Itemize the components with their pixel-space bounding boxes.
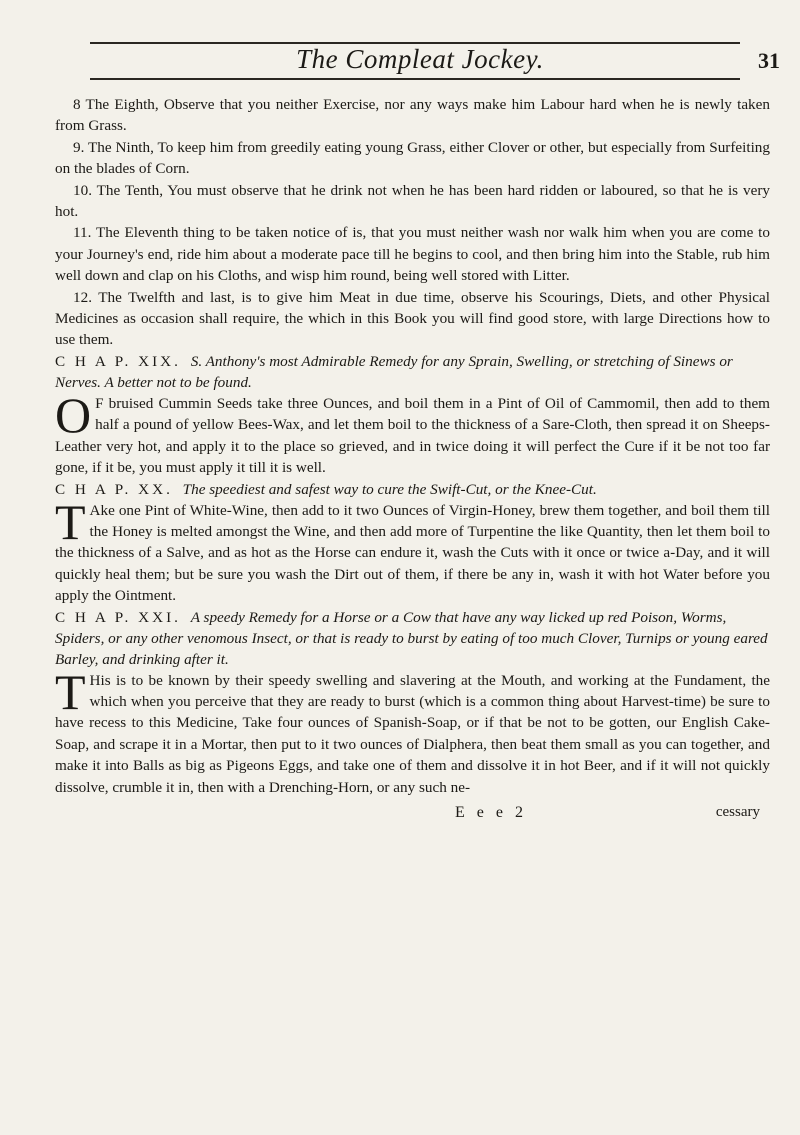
chapter-number: C H A P. XIX.	[55, 352, 181, 370]
catchword: cessary	[715, 803, 760, 820]
numbered-item: 12. The Twelfth and last, is to give him Meat in due time, observe his Scourings, Diets, and other Physical Medicines as occasion shall require, the which in this Book you will find good store, with large Directions how to use them.	[55, 288, 770, 349]
chapter-heading	[55, 607, 770, 670]
numbered-item: 9. The Ninth, To keep him from greedily eating young Grass, either Clover or other, but especially from Surfeiting on the blades of Corn.	[55, 138, 770, 178]
running-header	[60, 38, 780, 80]
chapter-heading	[55, 351, 770, 393]
chapter-text	[55, 493, 770, 607]
running-title: The Compleat Jockey.	[296, 44, 544, 74]
drop-cap: T	[55, 663, 86, 720]
chapter-number: C H A P. XXI.	[55, 608, 181, 626]
drop-cap: T	[55, 493, 86, 550]
numbered-item: 8 The Eighth, Observe that you neither Exercise, nor any ways make him Labour hard when he is newly taken from Grass.	[55, 96, 770, 135]
chapter-title: S. Anthony's most Admirable Remedy for any Sprain, Swelling, or stretching of Sinews or Nerves. A better not to be found.	[55, 352, 733, 391]
drop-cap: O	[55, 386, 92, 443]
chapter-body: His is to be known by their speedy swelling and slavering at the Mouth, and working at the Fundament, the which when you perceive that they are ready to burst (which is a common thing about Harvest-time) be sure to have recess to this Medicine, Take four ounces of Spanish-Soap, or if that be not to be gotten, our English Cake-Soap, and scrape it in a Mortar, then put to it two ounces of Dialphera, then beat them small as you can together, and make it into Balls as big as Pigeons Eggs, and take one of them and dissolve it in hot Beer, and if it will not quickly dissolve, crumble it in, then with a Drenching-Horn, or any such ne-	[55, 671, 770, 796]
signature-mark: E e e 2	[455, 803, 527, 821]
chapter-title: The speediest and safest way to cure the Swift-Cut, or the Knee-Cut.	[182, 480, 597, 498]
chapter-text	[55, 386, 770, 479]
page-footer	[55, 802, 770, 824]
page-number: 31	[758, 48, 780, 73]
numbered-item: 10. The Tenth, You must observe that he drink not when he has been hard ridden or laboured, so that he is very hot.	[55, 181, 770, 221]
chapter-title: A speedy Remedy for a Horse or a Cow that have any way licked up red Poison, Worms, Spiders, or any other venomous Insect, or that is ready to burst by eating of too much Clover, Turnips or young eared Barley, and drinking after it.	[55, 608, 768, 668]
page-body	[55, 94, 770, 821]
numbered-item: 11. The Eleventh thing to be taken notice of is, that you must neither wash nor walk him when you are come to your Journey's end, ride him about a moderate pace till he begins to cool, and then bring him into the Stable, rub him well down and clap on his Cloths, and wisp him round, being well stored with Litter.	[55, 224, 770, 285]
chapter-number: C H A P. XX.	[55, 480, 173, 498]
header-rule-bottom	[90, 78, 740, 80]
chapter-text	[55, 663, 770, 798]
chapter-body: Ake one Pint of White-Wine, then add to it two Ounces of Virgin-Honey, brew them together, and boil them till the Honey is melted amongst the Wine, and then add more of Turpentine the like Quantity, then let them boil to the thickness of a Salve, and as hot as the Horse can endure it, wash the Cuts with it once or twice a-Day, and it will quickly heal them; but be sure you wash the Dirt out of them, if there be any in, wash it with hot Water before you apply the Ointment.	[55, 501, 770, 605]
chapter-body: F bruised Cummin Seeds take three Ounces, and boil them in a Pint of Oil of Cammomil, then add to them half a pound of yellow Bees-Wax, and let them boil to the thickness of a Sare-Cloth, then spread it on Sheeps-Leather very hot, and apply it to the place so grieved, and in twice doing it will perfect the Cure if it be not too far gone, if it be, you must apply it till it is well.	[55, 394, 770, 477]
chapter-heading	[55, 479, 770, 500]
